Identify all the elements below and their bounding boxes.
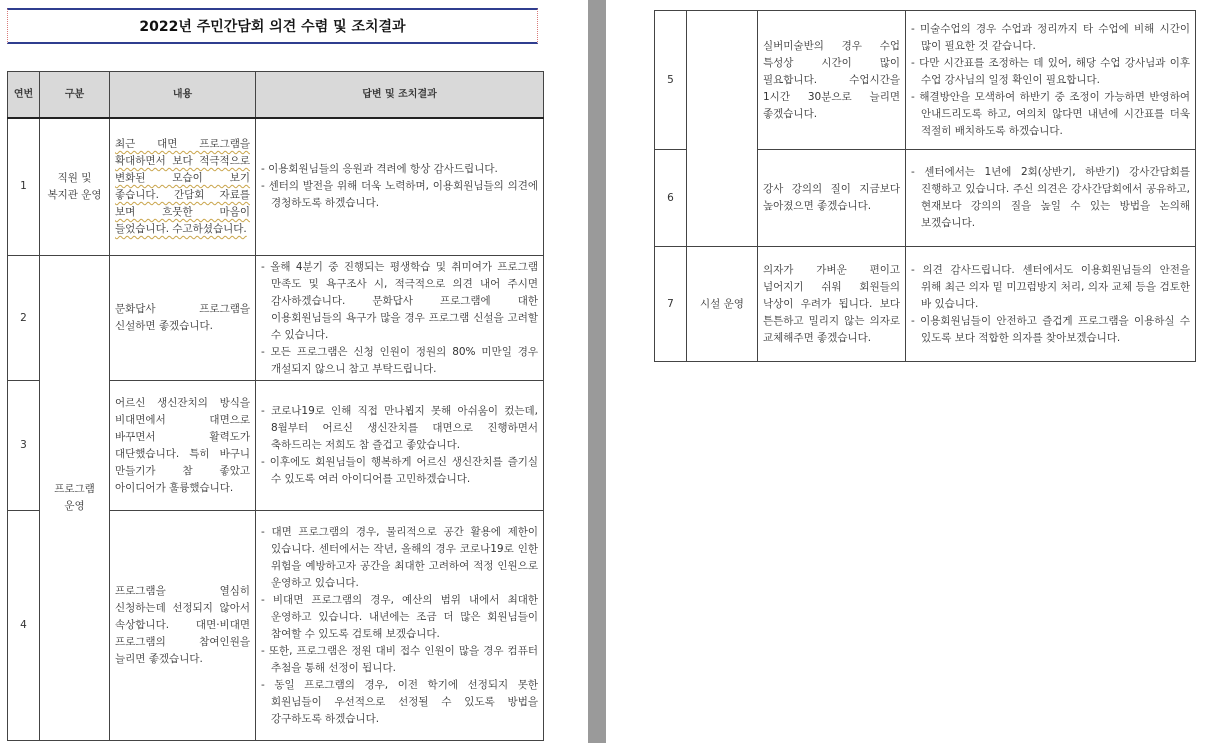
- opinion-table-left: [7, 71, 544, 741]
- opinion-table-right: [654, 10, 1196, 362]
- row-category: 시설 운영: [687, 247, 758, 362]
- document-title: 2022년 주민간담회 의견 수렴 및 조치결과: [7, 8, 538, 44]
- row-no: 4: [8, 511, 40, 741]
- row-content: 프로그램을 열심히 신청하는데 선정되지 않아서 속상합니다. 대면·비대면 프로그램의 참여인원을 늘리면 좋겠습니다.: [110, 511, 256, 741]
- answer-line: - 해결방안을 모색하여 하반기 중 조정이 가능하면 반영하여 안내드리도록 하고, 여의치 않다면 내년에 시간표를 더욱 적절히 배치하도록 하겠습니다.: [911, 90, 1190, 137]
- answer-line: - 이용회원님들이 안전하고 즐겁게 프로그램을 이용하실 수 있도록 보다 적합한 의자를 찾아보겠습니다.: [911, 314, 1190, 344]
- row-answer: [906, 247, 1196, 362]
- row-content: 의자가 가벼운 편이고 넘어지기 쉬워 회원들의 낙상이 우려가 됩니다. 보다 튼튼하고 밀리지 않는 의자로 교체해주면 좋겠습니다.: [758, 247, 906, 362]
- row-no: 5: [655, 11, 687, 150]
- answer-line: - 이용회원님들의 응원과 격려에 항상 감사드립니다.: [261, 163, 498, 176]
- document-page-right: [606, 0, 1206, 743]
- row-answer: [906, 11, 1196, 150]
- table-row: [8, 256, 544, 381]
- row-category: 프로그램 운영: [40, 256, 110, 741]
- answer-line: - 올해 4분기 중 진행되는 평생학습 및 취미여가 프로그램 만족도 및 욕구조사 시, 적극적으로 의견 내어 주시면 감사하겠습니다. 문화답사 프로그램에 대한 이용회원님들의 욕구가 많을 경우 프로그램 신설을 고려할 수 있습니다.: [261, 260, 538, 341]
- table-row: [655, 11, 1196, 150]
- answer-line: - 비대면 프로그램의 경우, 예산의 범위 내에서 최대한 운영하고 있습니다. 내년에는 조금 더 많은 회원님들이 참여할 수 있도록 검토해 보겠습니다.: [261, 593, 538, 640]
- row-category: 직원 및 복지관 운영: [40, 118, 110, 256]
- answer-line: - 센터에서는 1년에 2회(상반기, 하반기) 강사간담회를 진행하고 있습니다. 주신 의견은 강사간담회에서 공유하고, 현재보다 강의의 질을 높일 수 있는 방법을 논의해 보겠습니다.: [911, 166, 1190, 229]
- answer-line: - 또한, 프로그램은 정원 대비 접수 인원이 많을 경우 컴퓨터 추첨을 통해 선정이 됩니다.: [261, 644, 538, 674]
- row-answer: [906, 150, 1196, 247]
- row-content: 강사 강의의 질이 지금보다 높아졌으면 좋겠습니다.: [758, 150, 906, 247]
- row-no: 7: [655, 247, 687, 362]
- row-content: 실버미술반의 경우 수업 특성상 시간이 많이 필요합니다. 수업시간을 1시간 30분으로 늘리면 좋겠습니다.: [758, 11, 906, 150]
- row-content: 문화답사 프로그램을 신설하면 좋겠습니다.: [110, 256, 256, 381]
- row-answer: [256, 381, 544, 511]
- row-no: 6: [655, 150, 687, 247]
- header-answer: 답변 및 조치결과: [256, 72, 544, 118]
- row-answer: [256, 118, 544, 256]
- answer-line: - 코로나19로 인해 직접 만나뵙지 못해 아쉬움이 컸는데, 8월부터 어르신 생신잔치를 대면으로 진행하면서 축하드리는 저희도 참 즐겁고 좋았습니다.: [261, 405, 538, 451]
- table-row: [8, 118, 544, 256]
- row-answer: [256, 511, 544, 741]
- answer-line: - 동일 프로그램의 경우, 이전 학기에 선정되지 못한 회원님들이 우선적으로 선정될 수 있도록 방법을 강구하도록 하겠습니다.: [261, 678, 538, 725]
- answer-line: - 센터의 발전을 위해 더욱 노력하며, 이용회원님들의 의견에 경청하도록 하겠습니다.: [261, 180, 538, 210]
- header-category: 구분: [40, 72, 110, 118]
- row-no: 1: [8, 118, 40, 256]
- row-answer: [256, 256, 544, 381]
- answer-line: - 대면 프로그램의 경우, 물리적으로 공간 활용에 제한이 있습니다. 센터에서는 작년, 올해의 경우 코로나19로 인한 위험을 예방하고자 공간을 최대한 고려하여 적정 인원으로 운영하고 있습니다.: [261, 525, 538, 589]
- answer-line: - 모든 프로그램은 신청 인원이 정원의 80% 미만일 경우 개설되지 않으니 참고 부탁드립니다.: [261, 345, 538, 375]
- header-no: 연번: [8, 72, 40, 118]
- header-content: 내용: [110, 72, 256, 118]
- row-content: 어르신 생신잔치의 방식을 비대면에서 대면으로 바꾸면서 활력도가 대단했습니다. 특히 바구니 만들기가 참 좋았고 아이디어가 훌륭했습니다.: [110, 381, 256, 511]
- row-category-continued: [687, 11, 758, 247]
- row-content-text: 최근 대면 프로그램을 확대하면서 보다 적극적으로 변화된 모습이 보기 좋습니다. 간담회 자료를 보며 흐뭇한 마음이 들었습니다. 수고하셨습니다.: [115, 137, 250, 235]
- row-content: [110, 118, 256, 256]
- answer-line: - 미술수업의 경우 수업과 정리까지 타 수업에 비해 시간이 많이 필요한 것 같습니다.: [911, 22, 1190, 52]
- answer-line: - 이후에도 회원님들이 행복하게 어르신 생신잔치를 즐기실 수 있도록 여러 아이디어를 고민하겠습니다.: [261, 456, 538, 485]
- answer-line: - 의견 감사드립니다. 센터에서도 이용회원님들의 안전을 위해 최근 의자 밑 미끄럼방지 처리, 의자 교체 등을 검토한 바 있습니다.: [911, 263, 1190, 310]
- table-row: [655, 247, 1196, 362]
- answer-line: - 다만 시간표를 조정하는 데 있어, 해당 수업 강사님과 이후 수업 강사님의 일정 확인이 필요합니다.: [911, 56, 1190, 86]
- document-page-left: [0, 0, 588, 743]
- row-no: 2: [8, 256, 40, 381]
- row-no: 3: [8, 381, 40, 511]
